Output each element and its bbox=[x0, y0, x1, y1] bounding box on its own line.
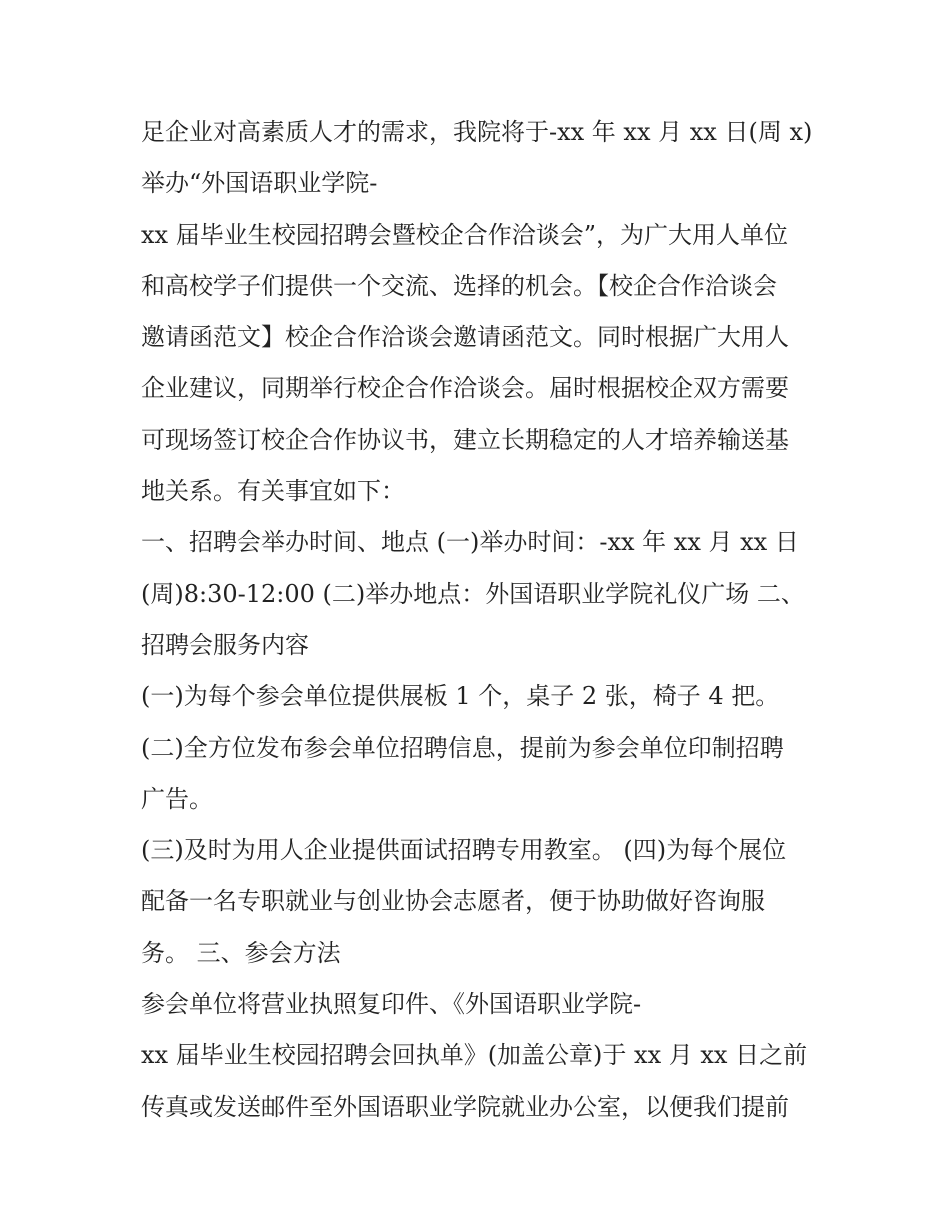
text-line: 配备一名专职就业与创业协会志愿者，便于协助做好咨询服 bbox=[141, 887, 765, 916]
text-line: 举办“外国语职业学院- bbox=[141, 169, 378, 198]
text-line: 传真或发送邮件至外国语职业学院就业办公室，以便我们提前 bbox=[141, 1092, 789, 1121]
document-body bbox=[141, 107, 821, 1133]
text-line: 招聘会服务内容 bbox=[141, 630, 309, 659]
text-line: 地关系。有关事宜如下： bbox=[141, 477, 405, 506]
text-line: (一)为每个参会单位提供展板 1 个，桌子 2 张，椅子 4 把。 bbox=[141, 682, 780, 711]
text-line: (二)全方位发布参会单位招聘信息，提前为参会单位印制招聘 bbox=[141, 733, 784, 762]
text-line: xx 届毕业生校园招聘会回执单》(加盖公章)于 xx 月 xx 日之前 bbox=[141, 1041, 808, 1070]
text-line: 参会单位将营业执照复印件、《外国语职业学院- bbox=[141, 990, 642, 1019]
text-line: (周)8:30-12:00 (二)举办地点：外国语职业学院礼仪广场 二、 bbox=[141, 579, 805, 608]
text-line: 足企业对高素质人才的需求，我院将于-xx 年 xx 月 xx 日(周 x) bbox=[141, 118, 813, 146]
text-line: 广告。 bbox=[141, 784, 213, 813]
text-line: 和高校学子们提供一个交流、选择的机会。【校企合作洽谈会 bbox=[141, 271, 777, 300]
text-line: 可现场签订校企合作协议书，建立长期稳定的人才培养输送基 bbox=[141, 425, 789, 454]
text-line: 务。 三、参会方法 bbox=[141, 938, 341, 967]
text-line: 企业建议，同期举行校企合作洽谈会。届时根据校企双方需要 bbox=[141, 374, 789, 403]
text-line: 一、招聘会举办时间、地点 (一)举办时间：-xx 年 xx 月 xx 日 bbox=[141, 528, 799, 557]
text-line: xx 届毕业生校园招聘会暨校企合作洽谈会”，为广大用人单位 bbox=[141, 220, 788, 249]
text-line: 邀请函范文】校企合作洽谈会邀请函范文。同时根据广大用人 bbox=[141, 323, 789, 352]
text-line: (三)及时为用人企业提供面试招聘专用教室。 (四)为每个展位 bbox=[141, 836, 787, 865]
